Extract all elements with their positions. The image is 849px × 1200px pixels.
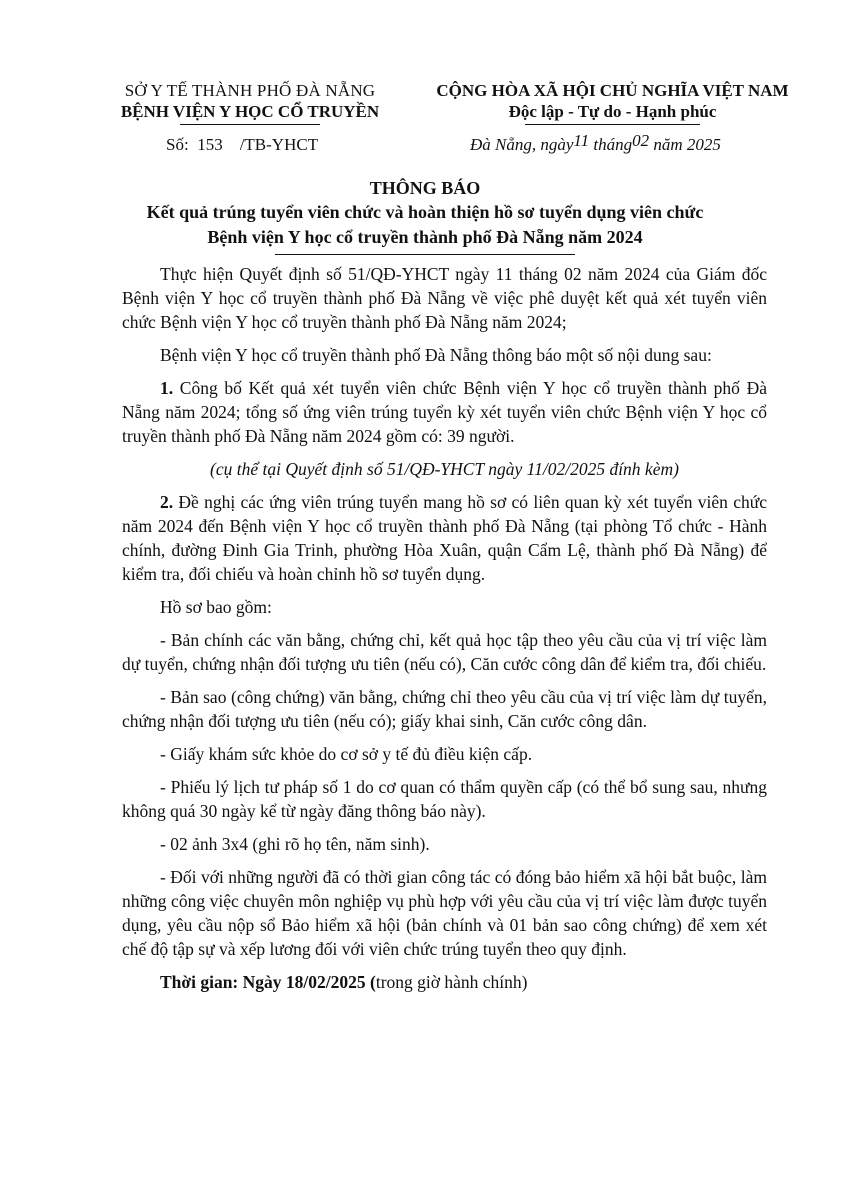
title-sub-2: Bệnh viện Y học cổ truyền thành phố Đà Nẵng năm 2024	[207, 227, 643, 247]
item-1-text: Công bố Kết quả xét tuyển viên chức Bệnh viện Y học cổ truyền thành phố Đà Nẵng năm 2024; tổng số ứng viên trúng tuyển kỳ xét tuyển viên chức Bệnh viện Y học cổ truyền thành phố Đà Nẵng năm 2024 gồm có: 39 người.	[122, 378, 767, 446]
time-bold: Thời gian: Ngày 18/02/2025 (	[160, 972, 376, 992]
country-name: CỘNG HÒA XÃ HỘI CHỦ NGHĨA VIỆT NAM	[436, 81, 789, 100]
issue-date	[470, 131, 721, 155]
motto: Độc lập - Tự do - Hạnh phúc	[508, 102, 717, 121]
agency-underline	[180, 124, 320, 125]
title-sub-1: Kết quả trúng tuyển viên chức và hoàn thiện hồ sơ tuyển dụng viên chức	[146, 202, 704, 222]
paragraph-item-2	[122, 490, 767, 586]
dossier-item-health: - Giấy khám sức khỏe do cơ sở y tế đủ điều kiện cấp.	[160, 744, 533, 764]
motto-underline	[525, 124, 700, 125]
dossier-item-originals: - Bản chính các văn bằng, chứng chỉ, kết quả học tập theo yêu cầu của vị trí việc làm dự tuyển, chứng nhận đối tượng ưu tiên (nếu có), Căn cước công dân để kiểm tra, đối chiếu.	[122, 630, 767, 674]
doc-no-prefix: Số:	[166, 135, 189, 154]
document-title	[80, 176, 770, 255]
item-2-text: Đề nghị các ứng viên trúng tuyển mang hồ sơ có liên quan kỳ xét tuyển viên chức năm 2024 đến Bệnh viện Y học cổ truyền thành phố Đà Nẵng (tại phòng Tổ chức - Hành chính, đường Đinh Gia Trinh, phường Hòa Xuân, quận Cẩm Lệ, thành phố Đà Nẵng) để kiểm tra, đối chiếu và hoàn chỉnh hồ sơ tuyển dụng.	[122, 492, 767, 584]
dossier-item-copies: - Bản sao (công chứng) văn bằng, chứng chỉ theo yêu cầu của vị trí việc làm dự tuyển, chứng nhận đối tượng ưu tiên (nếu có); giấy khai sinh, Căn cước công dân.	[122, 687, 767, 731]
document-body	[122, 262, 767, 1003]
dossier-item-photos: - 02 ảnh 3x4 (ghi rõ họ tên, năm sinh).	[160, 834, 430, 854]
national-motto	[420, 80, 805, 125]
time-rest: trong giờ hành chính)	[375, 972, 528, 992]
date-month-label: tháng	[593, 135, 633, 154]
paragraph-intro: Bệnh viện Y học cổ truyền thành phố Đà Nẵng thông báo một số nội dung sau:	[160, 345, 712, 365]
dossier-item-insurance: - Đối với những người đã có thời gian công tác có đóng bảo hiểm xã hội bắt buộc, làm những công việc chuyên môn nghiệp vụ phù hợp với yêu cầu của vị trí việc làm được tuyển dụng, yêu cầu nộp sổ Bảo hiểm xã hội (bản chính và 01 bản sao công chứng) để xem xét chế độ tập sự và xếp lương đối với viên chức trúng tuyển theo quy định.	[122, 867, 767, 959]
paragraph-reference: (cụ thể tại Quyết định số 51/QĐ-YHCT ngày 11/02/2025 đính kèm)	[210, 459, 679, 479]
doc-no-suffix: /TB-YHCT	[239, 135, 319, 154]
date-year: năm 2025	[653, 135, 721, 154]
doc-no-value: 153	[197, 135, 223, 154]
document-number	[166, 134, 318, 155]
dossier-item-criminal-record: - Phiếu lý lịch tư pháp số 1 do cơ quan có thẩm quyền cấp (có thể bổ sung sau, nhưng không quá 30 ngày kể từ ngày đăng thông báo này).	[122, 777, 767, 821]
date-prefix: Đà Nẵng, ngày	[470, 135, 574, 154]
paragraph-time	[122, 970, 767, 994]
item-1-number: 1.	[160, 378, 174, 398]
item-2-number: 2.	[160, 492, 174, 512]
paragraph-item-1	[122, 376, 767, 448]
paragraph-preamble: Thực hiện Quyết định số 51/QĐ-YHCT ngày 11 tháng 02 năm 2024 của Giám đốc Bệnh viện Y học cổ truyền thành phố Đà Nẵng về việc phê duyệt kết quả xét tuyển viên chức Bệnh viện Y học cổ truyền thành phố Đà Nẵng năm 2024;	[122, 264, 767, 332]
paragraph-dossier-heading: Hồ sơ bao gồm:	[160, 597, 272, 617]
department-name: SỞ Y TẾ THÀNH PHỐ ĐÀ NẴNG	[124, 81, 376, 100]
title-underline	[275, 254, 575, 255]
hospital-name: BỆNH VIỆN Y HỌC CỔ TRUYỀN	[120, 102, 380, 121]
date-day: 11	[573, 131, 590, 150]
title-main: THÔNG BÁO	[369, 178, 481, 198]
date-month: 02	[632, 131, 650, 150]
issuing-agency	[100, 80, 400, 125]
